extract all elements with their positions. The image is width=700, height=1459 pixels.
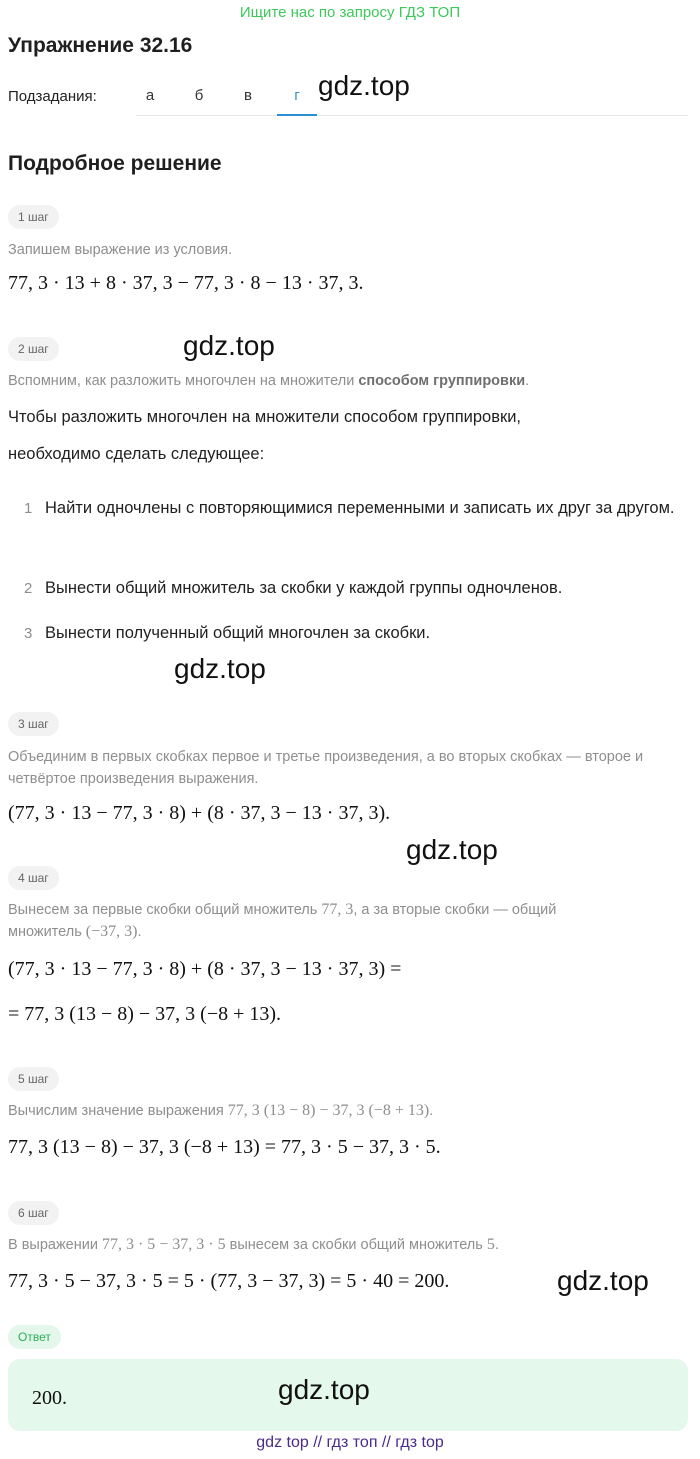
step-5-text <box>8 1100 433 1122</box>
list-number-2: 2 <box>24 580 33 597</box>
tab-g[interactable]: г <box>277 80 317 116</box>
watermark: gdz.top <box>278 1374 370 1405</box>
step-4-math-line-1: (77, 3 · 13 − 77, 3 · 8) + (8 · 37, 3 − 13 · 37, 3) = <box>8 958 402 980</box>
step-6-text-b: вынесем за скобки общий множитель <box>225 1237 487 1253</box>
step-4-text <box>8 899 668 943</box>
watermark: gdz.top <box>183 330 275 361</box>
step-badge-2: 2 шаг <box>8 337 59 361</box>
section-title: Подробное решение <box>8 152 222 175</box>
step-badge-1: 1 шаг <box>8 205 59 229</box>
subtasks-label: Подзадания: <box>8 88 97 105</box>
step-5-inline-math: 77, 3 (13 − 8) − 37, 3 (−8 + 13) <box>227 1102 430 1119</box>
step-2-text-pre: Вспомним, как разложить многочлен на множители <box>8 373 359 389</box>
step-5-text-a: Вычислим значение выражения <box>8 1103 228 1119</box>
watermark: gdz.top <box>318 70 410 101</box>
list-number-1: 1 <box>24 500 33 517</box>
step-4-text-b: , а за вторые скобки — общий <box>353 902 557 918</box>
tab-a[interactable]: а <box>145 87 155 104</box>
step-4-math-line-2: = 77, 3 (13 − 8) − 37, 3 (−8 + 13). <box>8 1003 282 1025</box>
step-5-text-b: . <box>429 1103 434 1119</box>
step-badge-6: 6 шаг <box>8 1201 59 1225</box>
step-2-body-line-2: необходимо сделать следующее: <box>8 445 265 463</box>
step-4-text-a: Вынесем за первые скобки общий множитель <box>8 902 322 918</box>
exercise-title: Упражнение 32.16 <box>8 34 193 57</box>
step-4-inline-math-1: 77, 3 <box>321 901 354 918</box>
list-number-3: 3 <box>24 625 33 642</box>
watermark: gdz.top <box>174 653 266 684</box>
step-2-text <box>8 370 529 392</box>
answer-badge: Ответ <box>8 1325 61 1349</box>
step-3-text: Объединим в первых скобках первое и третье произведения, а во вторых скобках — второе и четвёртое произведения выражения. <box>8 749 644 787</box>
step-6-inline-math-1: 77, 3 · 5 − 37, 3 · 5 <box>101 1236 226 1253</box>
step-6-text-a: В выражении <box>8 1237 102 1253</box>
list-item-2: Вынести общий множитель за скобки у каждой группы одночленов. <box>45 579 563 597</box>
step-6-text <box>8 1234 499 1256</box>
tab-v[interactable]: в <box>244 87 252 104</box>
step-4-text-c: множитель <box>8 924 86 940</box>
list-item-3: Вынести полученный общий многочлен за скобки. <box>45 624 431 642</box>
step-2-text-post: . <box>525 373 530 389</box>
step-2-body-line-1: Чтобы разложить многочлен на множители способом группировки, <box>8 408 521 426</box>
step-4-text-d: . <box>137 924 142 940</box>
step-badge-5: 5 шаг <box>8 1067 59 1091</box>
tab-b[interactable]: б <box>194 87 204 104</box>
watermark: gdz.top <box>557 1265 649 1296</box>
footer-links: gdz top // гдз топ // гдз top <box>256 1434 444 1451</box>
step-5-math: 77, 3 (13 − 8) − 37, 3 (−8 + 13) = 77, 3 · 5 − 37, 3 · 5. <box>8 1136 441 1158</box>
answer-value: 200. <box>32 1387 67 1409</box>
step-6-math: 77, 3 · 5 − 37, 3 · 5 = 5 · (77, 3 − 37, 3) = 5 · 40 = 200. <box>8 1270 450 1292</box>
step-2-text-bold: способом группировки <box>358 373 526 389</box>
watermark: gdz.top <box>406 834 498 865</box>
step-3-math: (77, 3 · 13 − 77, 3 · 8) + (8 · 37, 3 − 13 · 37, 3). <box>8 802 391 824</box>
step-6-inline-math-2: 5 <box>486 1236 495 1253</box>
step-badge-3: 3 шаг <box>8 712 59 736</box>
step-1-math: 77, 3 · 13 + 8 · 37, 3 − 77, 3 · 8 − 13 · 37, 3. <box>8 272 364 294</box>
step-1-text: Запишем выражение из условия. <box>8 242 233 258</box>
step-6-text-c: . <box>494 1237 499 1253</box>
search-banner: Ищите нас по запросу ГДЗ ТОП <box>239 4 461 21</box>
step-badge-4: 4 шаг <box>8 866 59 890</box>
list-item-1: Найти одночлены с повторяющимися переменными и записать их друг за другом. <box>45 499 675 517</box>
step-4-inline-math-2: (−37, 3) <box>85 923 138 940</box>
